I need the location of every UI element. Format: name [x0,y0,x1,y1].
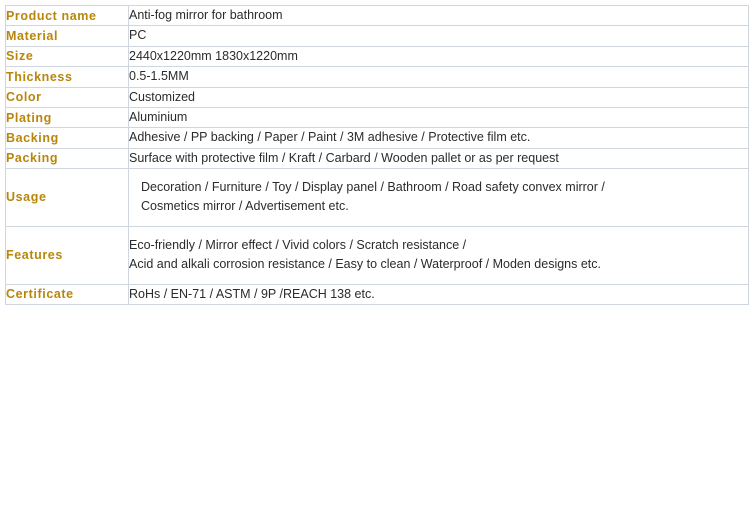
value-line: Eco-friendly / Mirror effect / Vivid colors / Scratch resistance / [129,237,467,252]
table-row [6,87,749,107]
value-line: Surface with protective film / Kraft / Carbard / Wooden pallet or as per request [129,150,559,165]
value-line: PC [129,28,147,43]
row-value-size [129,46,749,66]
row-value-packing [129,148,749,168]
table-row [6,148,749,168]
row-value-usage [129,169,749,227]
table-row [6,26,749,46]
value-line: Adhesive / PP backing / Paper / Paint / 3M adhesive / Protective film etc. [129,130,531,145]
row-label-certificate: Certificate [6,284,129,304]
value-line: Decoration / Furniture / Toy / Display panel / Bathroom / Road safety convex mirror / [141,180,605,194]
row-value-color [129,87,749,107]
value-line: RoHs / EN-71 / ASTM / 9P /REACH 138 etc. [129,286,375,301]
row-label-plating: Plating [6,107,129,127]
table-row [6,107,749,127]
row-label-product-name: Product name [6,6,129,26]
row-value-backing [129,128,749,148]
row-label-packing: Packing [6,148,129,168]
value-line: Cosmetics mirror / Advertisement etc. [141,199,349,214]
value-line: Customized [129,89,195,104]
table-row [6,169,749,227]
table-row [6,46,749,66]
value-line: Acid and alkali corrosion resistance / Easy to clean / Waterproof / Moden designs etc. [129,257,601,272]
row-label-material: Material [6,26,129,46]
row-label-usage: Usage [6,169,129,227]
value-line: Aluminium [129,109,188,124]
table-row [6,6,749,26]
row-value-product-name [129,6,749,26]
row-value-material [129,26,749,46]
row-label-size: Size [6,46,129,66]
product-specification-table [5,5,749,305]
row-label-features: Features [6,226,129,284]
row-value-features [129,226,749,284]
row-value-thickness [129,67,749,87]
row-value-certificate [129,284,749,304]
table-body [6,6,749,305]
table-row [6,226,749,284]
row-value-plating [129,107,749,127]
value-line: 2440x1220mm 1830x1220mm [129,48,298,63]
row-label-color: Color [6,87,129,107]
table-row [6,128,749,148]
value-line: Anti-fog mirror for bathroom [129,8,283,22]
table-row [6,67,749,87]
row-label-backing: Backing [6,128,129,148]
value-line: 0.5-1.5MM [129,69,189,84]
row-label-thickness: Thickness [6,67,129,87]
table-row [6,284,749,304]
